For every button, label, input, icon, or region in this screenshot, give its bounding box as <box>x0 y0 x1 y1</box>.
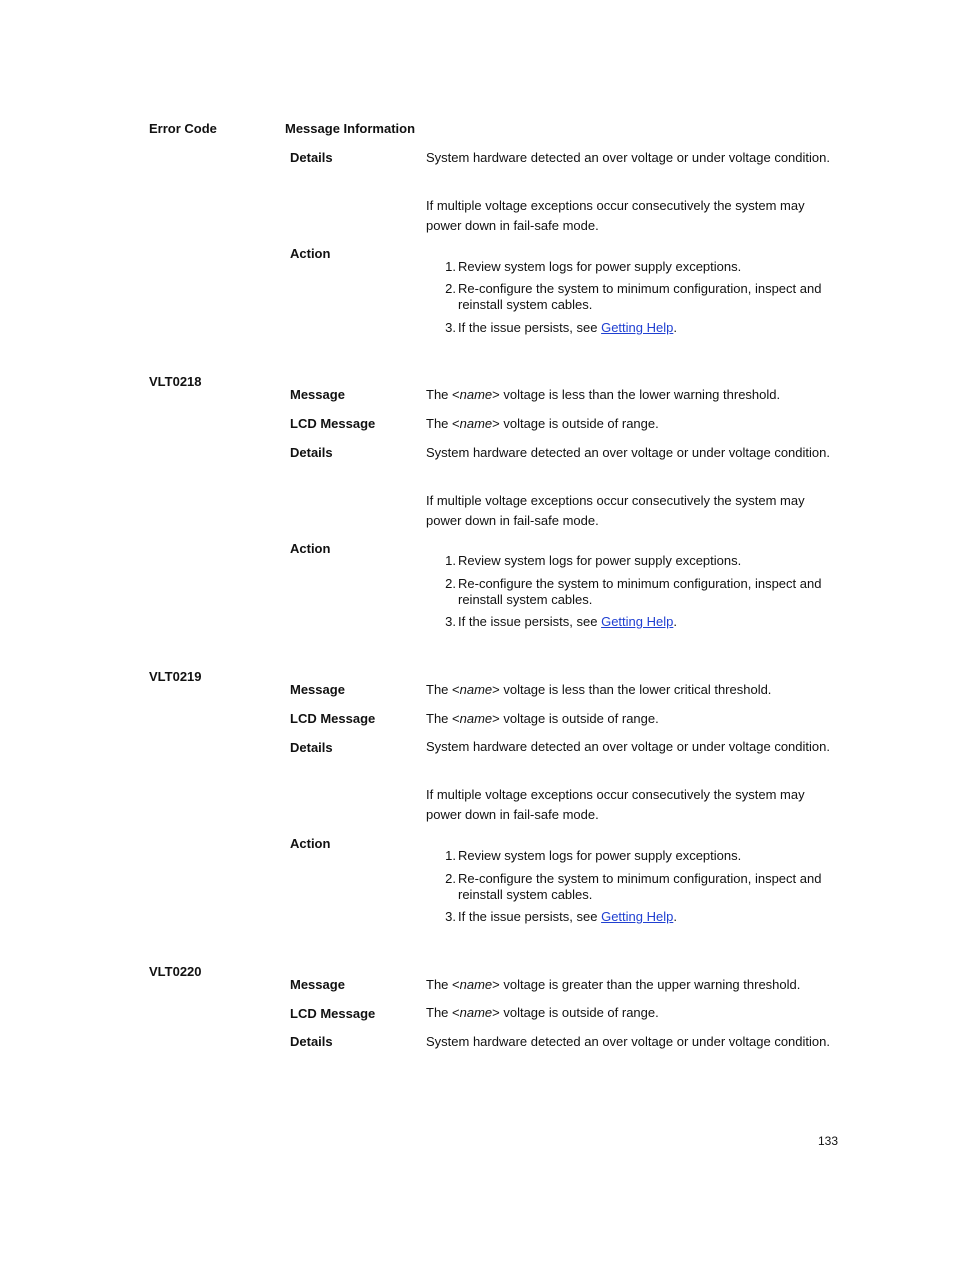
message-text: The <name> voltage is less than the lower critical threshold. <box>426 682 772 697</box>
lcd-message-text: The <name> voltage is outside of range. <box>426 1005 659 1020</box>
header-message-information: Message Information <box>285 121 416 136</box>
action-label: Action <box>290 836 331 851</box>
header-error-code: Error Code <box>149 121 217 136</box>
error-code: VLT0219 <box>149 669 202 684</box>
page-number: 133 <box>818 1134 839 1148</box>
message-text: The <name> voltage is less than the lower warning threshold. <box>426 387 781 402</box>
lcd-message-text: The <name> voltage is outside of range. <box>426 416 659 431</box>
lcd-message-label: LCD Message <box>290 416 376 431</box>
details-text-1: System hardware detected an over voltage or under voltage condition. <box>426 445 830 460</box>
action-label: Action <box>290 246 331 261</box>
action-step-2: 2. Re-configure the system to minimum configuration, inspect and reinstall system cables. <box>445 281 822 312</box>
action-step-1: 1. Review system logs for power supply exceptions. <box>445 553 742 568</box>
error-code: VLT0220 <box>149 964 202 979</box>
details-label: Details <box>290 740 333 755</box>
lcd-message-label: LCD Message <box>290 1006 376 1021</box>
getting-help-link[interactable]: Getting Help <box>601 614 674 629</box>
action-step-3: 3. If the issue persists, see Getting Help. <box>445 614 677 629</box>
error-code: VLT0218 <box>149 374 202 389</box>
action-step-1: 1. Review system logs for power supply exceptions. <box>445 259 742 274</box>
getting-help-link[interactable]: Getting Help <box>601 909 674 924</box>
details-label: Details <box>290 150 333 165</box>
lcd-message-text: The <name> voltage is outside of range. <box>426 711 659 726</box>
details-text-1: System hardware detected an over voltage or under voltage condition. <box>426 1034 830 1049</box>
message-text: The <name> voltage is greater than the upper warning threshold. <box>426 977 801 992</box>
details-text-1: System hardware detected an over voltage or under voltage condition. <box>426 150 830 165</box>
details-text-2: If multiple voltage exceptions occur consecutively the system may power down in fail-safe mode. <box>426 493 805 528</box>
details-text-2: If multiple voltage exceptions occur consecutively the system may power down in fail-safe mode. <box>426 787 805 822</box>
details-label: Details <box>290 445 333 460</box>
action-step-1: 1. Review system logs for power supply exceptions. <box>445 848 742 863</box>
action-label: Action <box>290 541 331 556</box>
message-label: Message <box>290 977 345 992</box>
action-step-2: 2. Re-configure the system to minimum configuration, inspect and reinstall system cables. <box>445 576 822 607</box>
getting-help-link[interactable]: Getting Help <box>601 320 674 335</box>
details-label: Details <box>290 1034 333 1049</box>
lcd-message-label: LCD Message <box>290 711 376 726</box>
details-text-2: If multiple voltage exceptions occur consecutively the system may power down in fail-safe mode. <box>426 198 805 233</box>
message-label: Message <box>290 387 345 402</box>
action-step-3: 3. If the issue persists, see Getting Help. <box>445 320 677 335</box>
action-step-2: 2. Re-configure the system to minimum configuration, inspect and reinstall system cables. <box>445 871 822 902</box>
details-text-1: System hardware detected an over voltage or under voltage condition. <box>426 739 830 754</box>
message-label: Message <box>290 682 345 697</box>
action-step-3: 3. If the issue persists, see Getting Help. <box>445 909 677 924</box>
